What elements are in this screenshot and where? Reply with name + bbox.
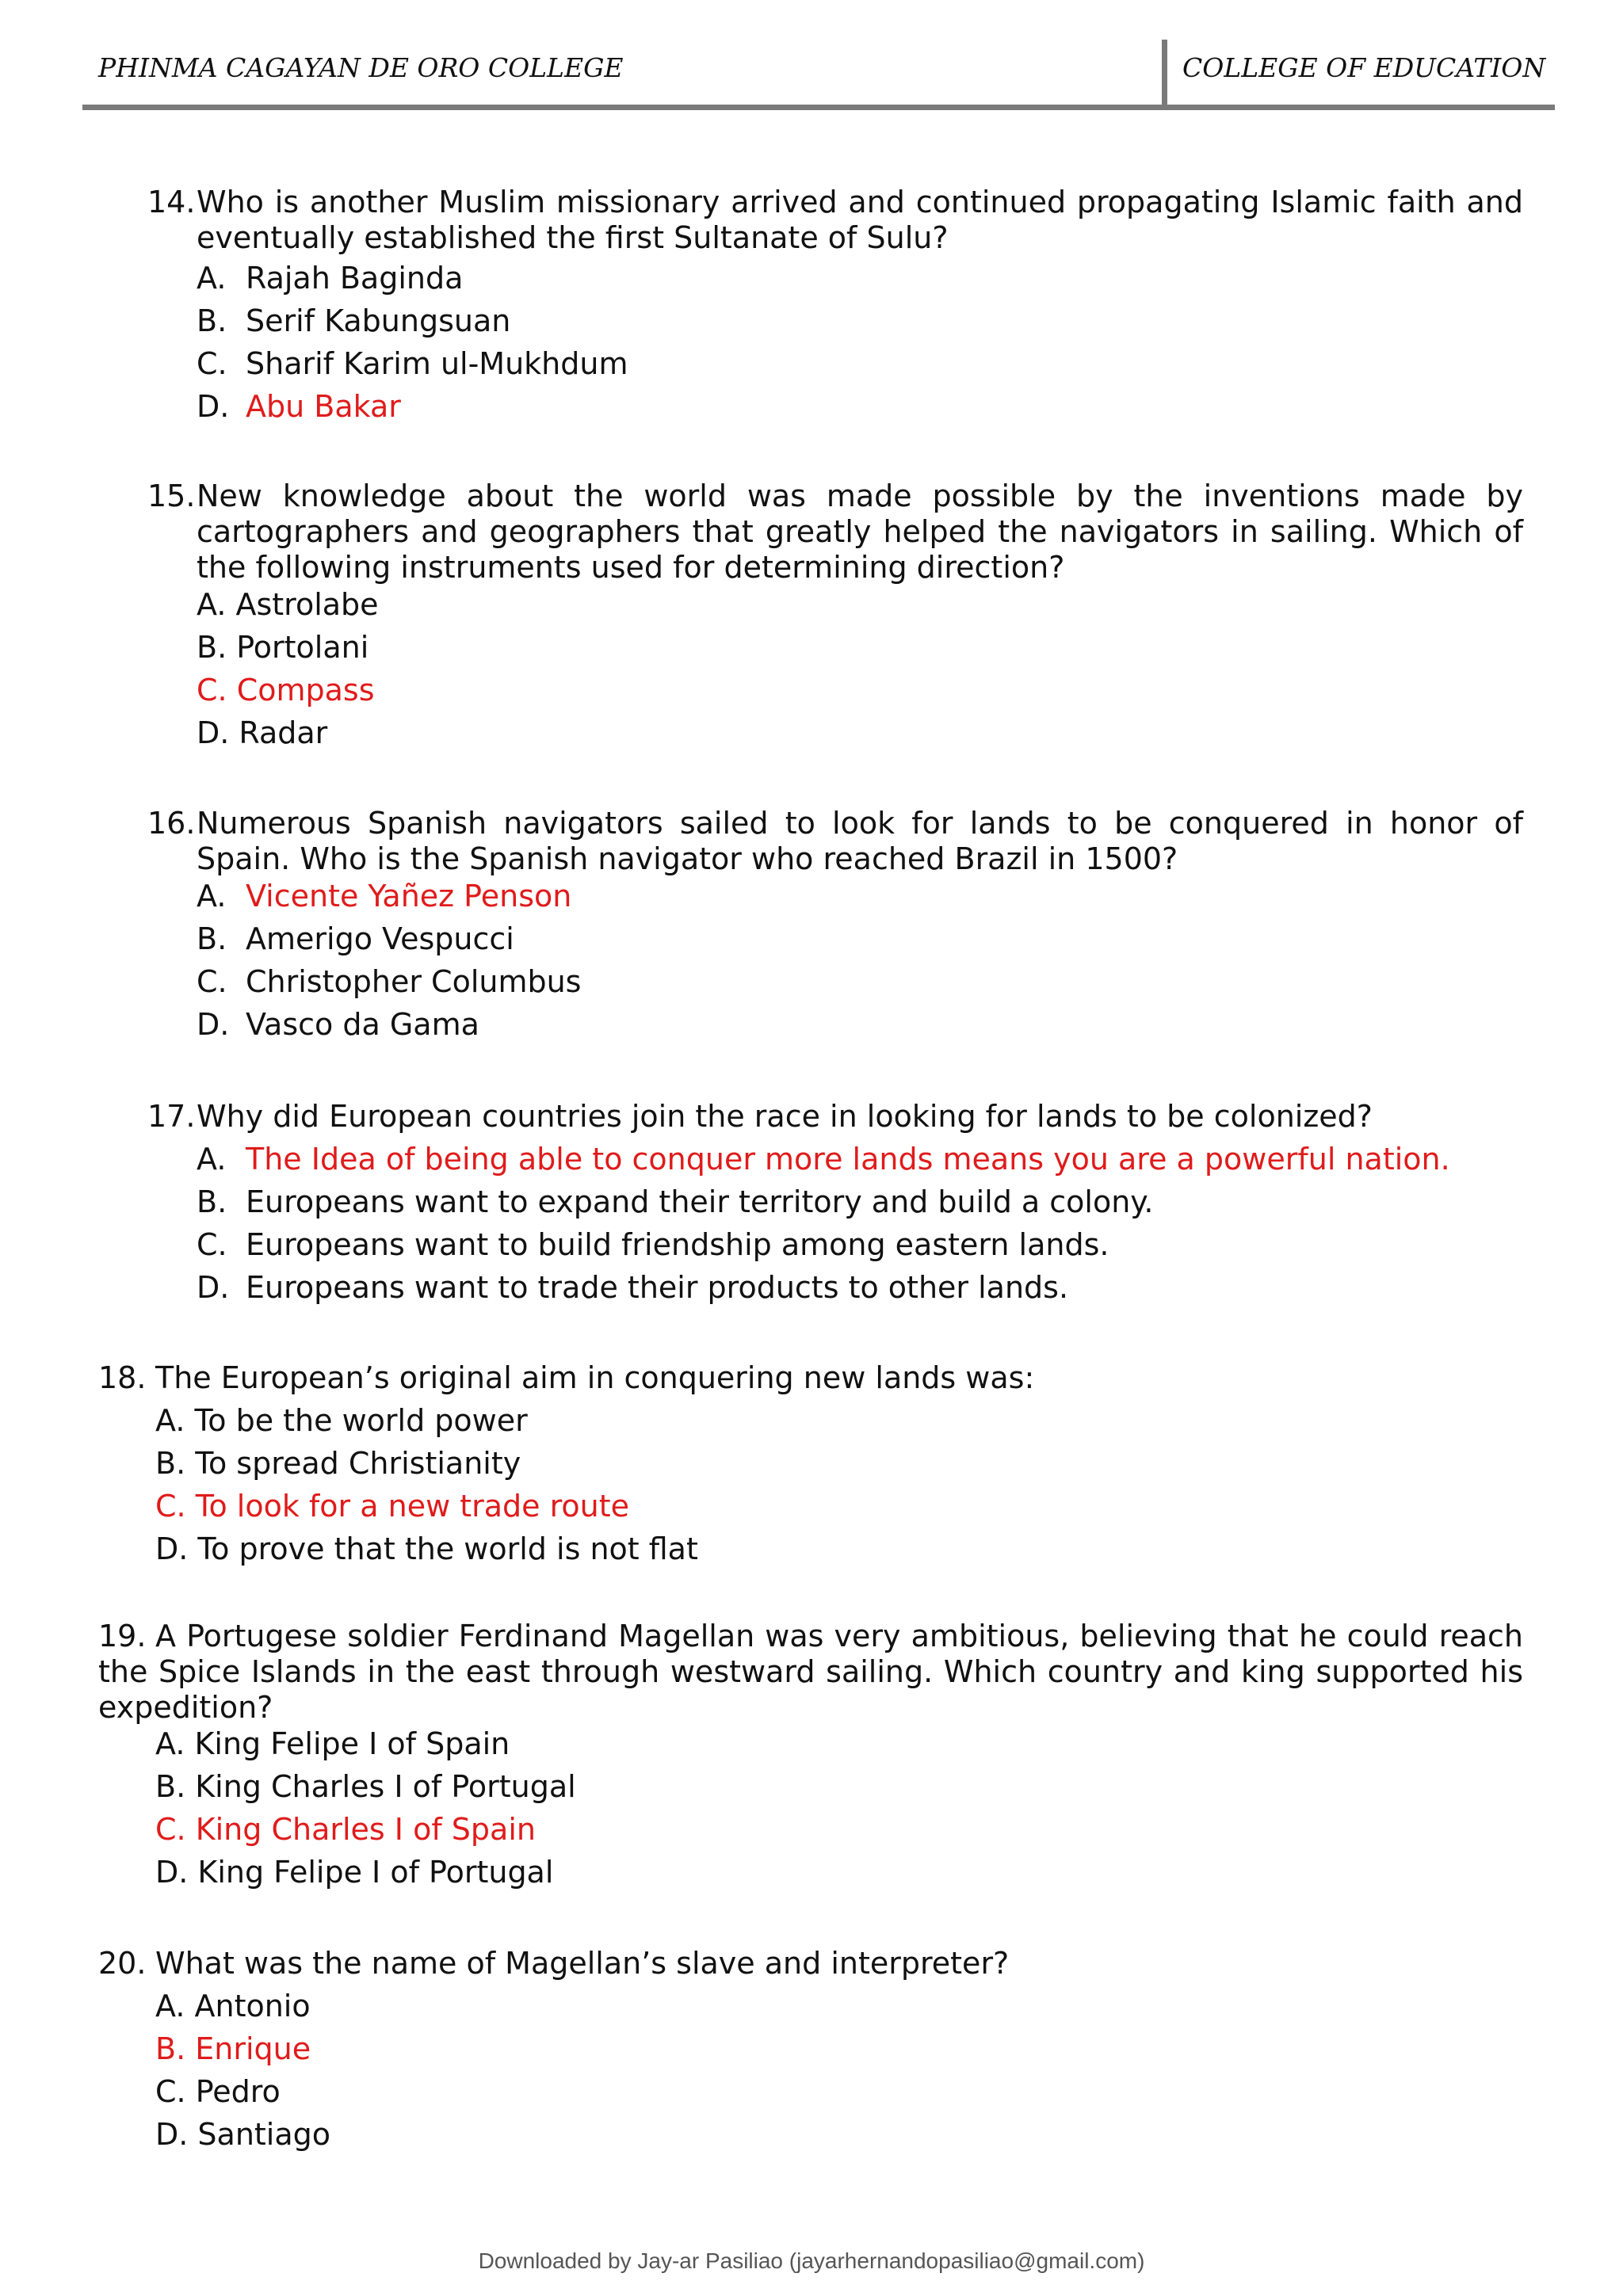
choice-text: A. Astrolabe	[197, 587, 379, 622]
choice-letter: B.	[197, 1184, 227, 1219]
page-header	[82, 35, 1555, 111]
question-15-stem-line: New knowledge about the world was made possible by the inventions made by	[197, 479, 1523, 513]
question-20-choice	[155, 2117, 330, 2153]
question-14-stem-line: eventually established the first Sultanate of Sulu?	[197, 220, 949, 255]
download-footer: Downloaded by Jay-ar Pasiliao (jayarhernandopasiliao@gmail.com)	[478, 2248, 1145, 2273]
question-20-stem-line: What was the name of Magellan’s slave and interpreter?	[155, 1946, 1010, 1981]
choice-text: Rajah Baginda	[246, 261, 464, 296]
question-17-stem-line: Why did European countries join the race in looking for lands to be colonized?	[197, 1099, 1373, 1134]
choice-text: Europeans want to build friendship among eastern lands.	[246, 1227, 1109, 1262]
choice-text: Europeans want to expand their territory and build a colony.	[246, 1184, 1154, 1219]
choice-letter: A.	[197, 261, 227, 296]
choice-letter: C.	[197, 1227, 227, 1262]
question-20-choice	[155, 2074, 281, 2110]
choice-text: B. To spread Christianity	[155, 1446, 521, 1481]
choice-letter: A.	[197, 1142, 227, 1177]
question-14-choice	[197, 303, 510, 339]
choice-text: D. King Felipe I of Portugal	[155, 1855, 554, 1890]
header-rule	[82, 105, 1555, 110]
question-15-stem-line: the following instruments used for determining direction?	[197, 550, 1065, 585]
question-20-choice-correct	[155, 2031, 311, 2067]
question-19-stem-line: the Spice Islands in the east through westward sailing. Which country and king supported his	[98, 1654, 1523, 1689]
choice-letter: B.	[197, 303, 227, 338]
choice-letter: B.	[197, 921, 227, 956]
question-19-choice	[155, 1726, 510, 1762]
question-16-choice	[197, 921, 514, 957]
question-18-choice	[155, 1403, 528, 1439]
choice-text: B. Portolani	[197, 630, 369, 665]
question-number: 15.	[147, 479, 196, 513]
question-16-stem-line: Numerous Spanish navigators sailed to look for lands to be conquered in honor of	[197, 806, 1523, 841]
question-18-choice	[155, 1531, 698, 1567]
question-16-choice	[197, 1007, 479, 1043]
question-18-choice	[155, 1446, 521, 1482]
choice-text: D. To prove that the world is not flat	[155, 1531, 698, 1566]
choice-text: Abu Bakar	[246, 389, 401, 424]
question-14-choice-correct	[197, 389, 401, 425]
choice-text: Vicente Yañez Penson	[246, 879, 572, 913]
choice-text: A. Antonio	[155, 1989, 311, 2023]
question-19-stem-line: expedition?	[98, 1690, 273, 1725]
choice-letter: C.	[197, 346, 227, 381]
choice-text: B. Enrique	[155, 2031, 311, 2066]
choice-text: C. King Charles I of Spain	[155, 1812, 536, 1847]
question-16-stem-line: Spain. Who is the Spanish navigator who reached Brazil in 1500?	[197, 841, 1178, 876]
question-number: 19.	[98, 1619, 147, 1653]
question-number: 14.	[147, 185, 196, 219]
question-15-choice	[197, 630, 369, 666]
choice-letter: A.	[197, 879, 227, 913]
question-14-choice	[197, 261, 463, 296]
question-15-choice	[197, 715, 327, 751]
choice-letter: C.	[197, 964, 227, 999]
choice-letter: D.	[197, 389, 230, 424]
question-20-choice	[155, 1989, 311, 2024]
question-14-stem-line: Who is another Muslim missionary arrived and continued propagating Islamic faith and	[197, 185, 1523, 219]
choice-text: Serif Kabungsuan	[246, 303, 511, 338]
question-15-choice-correct	[197, 673, 375, 708]
choice-text: C. To look for a new trade route	[155, 1489, 630, 1524]
question-19-choice-correct	[155, 1812, 536, 1848]
header-college-name: COLLEGE OF EDUCATION	[1182, 52, 1546, 83]
question-18-choice-correct	[155, 1489, 629, 1524]
question-17-choice	[197, 1227, 1109, 1263]
question-16-choice-correct	[197, 879, 571, 914]
choice-text: C. Pedro	[155, 2074, 281, 2109]
question-14-choice	[197, 346, 628, 382]
choice-text: A. King Felipe I of Spain	[155, 1726, 510, 1761]
question-number: 18.	[98, 1360, 147, 1395]
choice-letter: D.	[197, 1270, 230, 1305]
choice-text: Vasco da Gama	[246, 1007, 479, 1042]
question-17-choice	[197, 1184, 1153, 1220]
choice-text: The Idea of being able to conquer more lands means you are a powerful nation.	[246, 1142, 1450, 1177]
choice-text: Europeans want to trade their products to other lands.	[246, 1270, 1069, 1305]
header-divider	[1162, 40, 1167, 106]
header-school-name: PHINMA CAGAYAN DE ORO COLLEGE	[98, 52, 624, 83]
choice-text: Christopher Columbus	[246, 964, 582, 999]
question-19-choice	[155, 1769, 576, 1805]
choice-text: D. Radar	[197, 715, 328, 750]
question-number: 17.	[147, 1099, 196, 1134]
question-15-stem-line: cartographers and geographers that greatly helped the navigators in sailing. Which of	[197, 514, 1523, 549]
choice-text: D. Santiago	[155, 2117, 331, 2152]
question-number: 16.	[147, 806, 196, 841]
question-16-choice	[197, 964, 581, 1000]
question-17-choice-correct	[197, 1142, 1450, 1177]
question-17-choice	[197, 1270, 1068, 1306]
question-19-choice	[155, 1855, 553, 1890]
choice-letter: D.	[197, 1007, 230, 1042]
question-15-choice	[197, 587, 379, 623]
choice-text: C. Compass	[197, 673, 375, 707]
choice-text: A. To be the world power	[155, 1403, 528, 1438]
choice-text: Amerigo Vespucci	[246, 921, 514, 956]
choice-text: B. King Charles I of Portugal	[155, 1769, 576, 1804]
question-19-stem-line: A Portugese soldier Ferdinand Magellan was very ambitious, believing that he could reach	[155, 1619, 1523, 1653]
question-number: 20.	[98, 1946, 147, 1981]
question-18-stem-line: The European’s original aim in conquering new lands was:	[155, 1360, 1035, 1395]
choice-text: Sharif Karim ul-Mukhdum	[246, 346, 628, 381]
